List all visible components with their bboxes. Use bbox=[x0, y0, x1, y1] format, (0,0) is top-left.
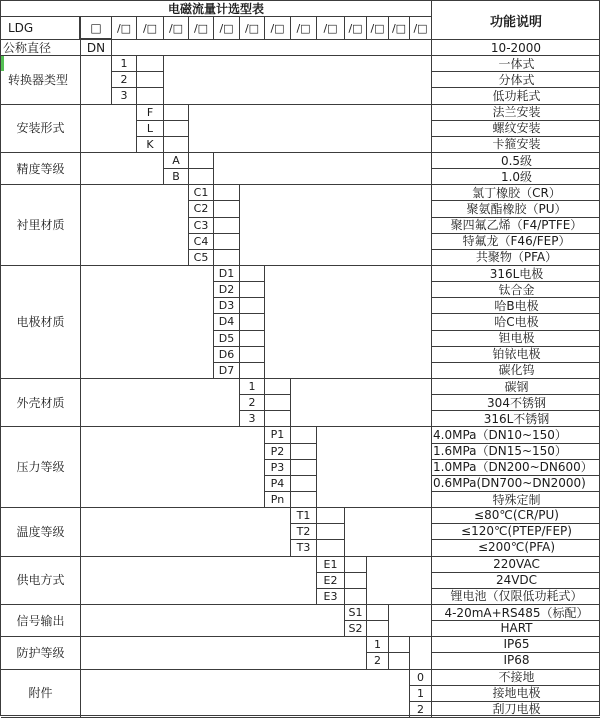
empty-slot bbox=[239, 346, 265, 363]
option-desc: 刮刀电极 bbox=[492, 702, 541, 717]
section-label: 精度等级 bbox=[16, 161, 65, 176]
empty-slot bbox=[290, 426, 317, 443]
option-desc: 1.0MPa（DN200~DN600） bbox=[433, 460, 593, 475]
option-code: D2 bbox=[213, 281, 240, 298]
option-code: 1 bbox=[409, 685, 432, 702]
option-code: 3 bbox=[111, 87, 137, 104]
option-desc: 304不锈钢 bbox=[487, 395, 546, 410]
label-column-border bbox=[80, 152, 81, 184]
option-desc: HART bbox=[500, 621, 533, 636]
option-desc: 接地电极 bbox=[492, 686, 541, 701]
option-code: C2 bbox=[188, 200, 214, 217]
option-desc: 316L电极 bbox=[489, 266, 544, 281]
option-code: 1 bbox=[111, 55, 137, 72]
section-label: 防护等级 bbox=[16, 645, 65, 660]
empty-slot bbox=[163, 136, 189, 153]
label-column-border bbox=[80, 636, 81, 668]
option-code: E2 bbox=[316, 572, 345, 589]
empty-slot bbox=[136, 55, 164, 72]
section-label: 转换器类型 bbox=[8, 72, 69, 87]
empty-slot bbox=[264, 394, 291, 411]
label-column-border bbox=[80, 426, 81, 507]
empty-slot bbox=[316, 523, 345, 540]
option-desc: 螺纹安装 bbox=[492, 121, 541, 136]
empty-slot bbox=[316, 539, 345, 556]
label-column-border bbox=[80, 556, 81, 604]
empty-slot bbox=[316, 507, 345, 524]
diameter-desc: 10-2000 bbox=[490, 40, 542, 55]
option-code: K bbox=[136, 136, 164, 153]
section-label: 压力等级 bbox=[16, 460, 65, 475]
empty-slot bbox=[366, 604, 389, 621]
option-code: 1 bbox=[239, 378, 265, 395]
option-code: 2 bbox=[409, 701, 432, 718]
option-desc: 铂铱电极 bbox=[492, 347, 541, 362]
option-desc: 卡箍安装 bbox=[492, 137, 541, 152]
option-code: D1 bbox=[213, 265, 240, 282]
option-code: T3 bbox=[290, 539, 317, 556]
option-code: L bbox=[136, 120, 164, 137]
option-code: B bbox=[163, 168, 189, 185]
option-code: 0 bbox=[409, 669, 432, 686]
option-desc: 哈B电极 bbox=[494, 298, 539, 313]
model-slot: /□ bbox=[111, 16, 137, 40]
empty-slot bbox=[290, 475, 317, 492]
label-column-border bbox=[80, 104, 81, 152]
option-code: C1 bbox=[188, 184, 214, 201]
empty-slot bbox=[213, 249, 240, 266]
option-desc: 碳化钨 bbox=[498, 363, 535, 378]
option-desc: 共聚物（PFA） bbox=[475, 250, 558, 265]
empty-slot bbox=[344, 588, 367, 605]
section-label: 供电方式 bbox=[16, 573, 65, 588]
section-label: 附件 bbox=[28, 686, 53, 701]
option-code: C3 bbox=[188, 217, 214, 234]
divider-line bbox=[1, 39, 600, 40]
option-desc: 4-20mA+RS485（标配） bbox=[444, 605, 589, 620]
empty-slot bbox=[239, 313, 265, 330]
model-slot: /□ bbox=[366, 16, 389, 40]
label-column-border bbox=[80, 265, 81, 378]
option-code: T1 bbox=[290, 507, 317, 524]
section-label: 信号输出 bbox=[16, 613, 65, 628]
empty-slot bbox=[264, 378, 291, 395]
model-slot: /□ bbox=[316, 16, 345, 40]
model-slot: /□ bbox=[239, 16, 265, 40]
option-desc: ≤120℃(PTEP/FEP) bbox=[461, 524, 572, 539]
option-desc: 法兰安装 bbox=[492, 105, 541, 120]
label-column-border bbox=[80, 604, 81, 636]
option-code: T2 bbox=[290, 523, 317, 540]
option-code: 3 bbox=[239, 410, 265, 427]
divider-line bbox=[1, 16, 431, 17]
option-desc: 1.6MPa（DN15~150） bbox=[433, 444, 567, 459]
diameter-label: 公称直径 bbox=[3, 41, 52, 55]
option-desc: 316L不锈钢 bbox=[483, 411, 550, 426]
section-label: 外壳材质 bbox=[16, 395, 65, 410]
empty-slot bbox=[239, 362, 265, 379]
option-code: C5 bbox=[188, 249, 214, 266]
option-code: D6 bbox=[213, 346, 240, 363]
label-column-border bbox=[80, 184, 81, 265]
empty-slot bbox=[290, 443, 317, 460]
option-code: D4 bbox=[213, 313, 240, 330]
option-code: S2 bbox=[344, 620, 367, 637]
empty-slot bbox=[213, 233, 240, 250]
option-desc: 分体式 bbox=[498, 72, 535, 87]
label-column-border bbox=[80, 378, 81, 426]
option-desc: 碳钢 bbox=[504, 379, 529, 394]
option-code: D5 bbox=[213, 330, 240, 347]
empty-slot bbox=[388, 636, 410, 653]
option-code: F bbox=[136, 104, 164, 121]
option-code: D7 bbox=[213, 362, 240, 379]
model-slot: /□ bbox=[213, 16, 240, 40]
model-slot: /□ bbox=[344, 16, 367, 40]
option-desc: IP65 bbox=[503, 637, 530, 652]
empty-slot bbox=[344, 556, 367, 573]
option-code: P4 bbox=[264, 475, 291, 492]
option-desc: 聚氨酯橡胶（PU） bbox=[466, 201, 567, 216]
option-desc: 钛合金 bbox=[498, 282, 535, 297]
empty-slot bbox=[239, 281, 265, 298]
empty-slot bbox=[163, 104, 189, 121]
label-column-border bbox=[80, 507, 81, 555]
section-label: 电极材质 bbox=[16, 315, 65, 329]
empty-slot bbox=[136, 87, 164, 104]
option-desc: 氯丁橡胶（CR） bbox=[472, 185, 561, 200]
model-slot: /□ bbox=[388, 16, 410, 40]
empty-slot bbox=[188, 152, 214, 169]
model-slot: /□ bbox=[409, 16, 432, 40]
option-desc: 特氟龙（F46/FEP） bbox=[462, 234, 571, 249]
table-title: 电磁流量计选型表 bbox=[167, 2, 264, 16]
option-code: 2 bbox=[111, 71, 137, 88]
option-code: D3 bbox=[213, 297, 240, 314]
option-desc: 哈C电极 bbox=[494, 314, 539, 329]
label-column-border bbox=[80, 669, 81, 717]
option-desc: 一体式 bbox=[498, 56, 535, 71]
model-slot: /□ bbox=[188, 16, 214, 40]
diameter-code: DN bbox=[80, 39, 112, 56]
model-slot: /□ bbox=[264, 16, 291, 40]
model-prefix: LDG bbox=[1, 16, 80, 39]
empty-slot bbox=[136, 71, 164, 88]
option-code: 2 bbox=[239, 394, 265, 411]
option-desc: ≤200℃(PFA) bbox=[477, 540, 556, 555]
option-desc: 低功耗式 bbox=[492, 88, 541, 103]
option-desc: 聚四氟乙烯（F4/PTFE） bbox=[450, 218, 583, 233]
empty-slot bbox=[213, 200, 240, 217]
model-first-box: □ bbox=[80, 16, 112, 39]
option-code: Pn bbox=[264, 491, 291, 508]
model-slot: /□ bbox=[163, 16, 189, 40]
option-desc: 1.0级 bbox=[500, 169, 533, 184]
empty-slot bbox=[264, 410, 291, 427]
empty-slot bbox=[163, 120, 189, 137]
section-label: 衬里材质 bbox=[16, 218, 65, 233]
option-desc: IP68 bbox=[503, 653, 530, 668]
empty-slot bbox=[366, 620, 389, 637]
empty-slot bbox=[290, 459, 317, 476]
option-code: P3 bbox=[264, 459, 291, 476]
empty-slot bbox=[290, 491, 317, 508]
option-code: 2 bbox=[366, 652, 389, 669]
empty-slot bbox=[188, 168, 214, 185]
option-code: E3 bbox=[316, 588, 345, 605]
option-code: P1 bbox=[264, 426, 291, 443]
option-code: E1 bbox=[316, 556, 345, 573]
empty-slot bbox=[388, 652, 410, 669]
empty-slot bbox=[239, 330, 265, 347]
section-label: 温度等级 bbox=[16, 524, 65, 539]
option-code: 1 bbox=[366, 636, 389, 653]
option-code: P2 bbox=[264, 443, 291, 460]
section-label: 安装形式 bbox=[16, 121, 65, 136]
option-desc: 不接地 bbox=[498, 670, 535, 685]
function-header: 功能说明 bbox=[489, 14, 542, 30]
empty-slot bbox=[239, 297, 265, 314]
empty-slot bbox=[344, 572, 367, 589]
option-desc: 0.6MPa(DN700~DN2000) bbox=[433, 475, 586, 490]
empty-slot bbox=[213, 184, 240, 201]
empty-slot bbox=[239, 265, 265, 282]
option-desc: 锂电池（仅限低功耗式） bbox=[450, 589, 583, 604]
option-desc: ≤80℃(CR/PU) bbox=[474, 508, 559, 523]
option-code: C4 bbox=[188, 233, 214, 250]
option-desc: 4.0MPa（DN10~150） bbox=[433, 427, 567, 442]
option-desc: 220VAC bbox=[493, 556, 540, 571]
option-desc: 钽电极 bbox=[498, 331, 535, 346]
empty-slot bbox=[213, 217, 240, 234]
option-code: A bbox=[163, 152, 189, 169]
option-desc: 特殊定制 bbox=[492, 492, 541, 507]
option-desc: 24VDC bbox=[495, 572, 538, 587]
model-slot: /□ bbox=[136, 16, 164, 40]
option-code: S1 bbox=[344, 604, 367, 621]
label-column-border bbox=[80, 55, 81, 103]
model-slot: /□ bbox=[290, 16, 317, 40]
option-desc: 0.5级 bbox=[500, 153, 533, 168]
